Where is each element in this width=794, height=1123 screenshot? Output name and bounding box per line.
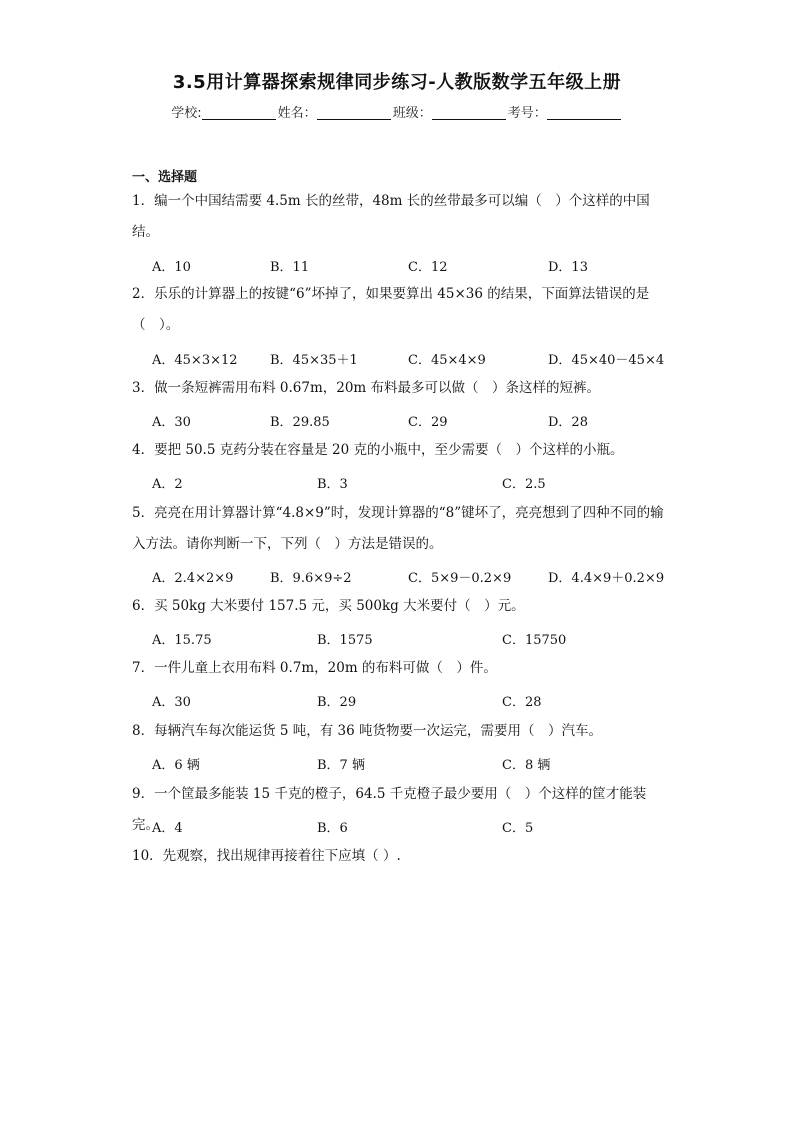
student-info-line (0, 102, 794, 121)
class-label: 班级： (392, 106, 432, 121)
question-5: 5．亮亮在用计算器计算“4.8×9”时，发现计算器的“8”键坏了，亮亮想到了四种不同的输入方法。请你判断一下，下列（ ）方法是错误的。 (132, 505, 664, 552)
option-d[interactable]: D．45×40－45×4 (548, 353, 665, 368)
name-label: 姓名： (277, 106, 317, 121)
name-blank[interactable] (317, 105, 391, 120)
question-9: 9．一个筐最多能装 15 千克的橙子，64.5 千克橙子最少要用（ ）个这样的筐才能装完。 (132, 786, 647, 833)
option-a[interactable]: A．4 (152, 821, 183, 836)
option-b[interactable]: B．7 辆 (317, 758, 365, 773)
option-a[interactable]: A．30 (152, 695, 191, 710)
exam-no-blank[interactable] (547, 105, 621, 120)
question-2: 2．乐乐的计算器上的按键“6”坏掉了，如果要算出 45×36 的结果，下面算法错误的是（ ）。 (132, 286, 650, 333)
option-d[interactable]: D．4.4×9＋0.2×9 (548, 571, 665, 586)
option-b[interactable]: B．1575 (317, 633, 373, 648)
option-a[interactable]: A．45×3×12 (152, 353, 238, 368)
option-b[interactable]: B．3 (317, 477, 348, 492)
option-d[interactable]: D．13 (548, 260, 588, 275)
question-10: 10．先观察，找出规律再接着往下应填（ ）. (132, 848, 401, 864)
option-a[interactable]: A．15.75 (152, 633, 212, 648)
page-title: 3.5用计算器探索规律同步练习-人教版数学五年级上册 (172, 72, 622, 93)
option-a[interactable]: A．30 (152, 415, 191, 430)
question-8: 8．每辆汽车每次能运货 5 吨，有 36 吨货物要一次运完，需要用（ ）汽车。 (132, 723, 603, 739)
section-heading: 一、选择题 (132, 170, 198, 185)
option-c[interactable]: C．8 辆 (502, 758, 551, 773)
option-b[interactable]: B．9.6×9÷2 (270, 571, 352, 586)
exam-no-label: 考号： (507, 106, 547, 121)
option-b[interactable]: B．45×35＋1 (270, 353, 358, 368)
option-b[interactable]: B．11 (270, 260, 310, 275)
option-a[interactable]: A．6 辆 (152, 758, 200, 773)
option-b[interactable]: B．6 (317, 821, 348, 836)
question-6: 6．买 50kg 大米要付 157.5 元，买 500kg 大米要付（ ）元。 (132, 598, 525, 614)
option-c[interactable]: C．12 (408, 260, 448, 275)
option-c[interactable]: C．5 (502, 821, 534, 836)
option-c[interactable]: C．5×9－0.2×9 (408, 571, 512, 586)
question-1: 1．编一个中国结需要 4.5m 长的丝带，48m 长的丝带最多可以编（ ）个这样的中国结。 (132, 193, 650, 240)
option-c[interactable]: C．28 (502, 695, 542, 710)
option-d[interactable]: D．28 (548, 415, 588, 430)
question-3: 3．做一条短裤需用布料 0.67m，20m 布料最多可以做（ ）条这样的短裤。 (132, 380, 601, 396)
school-blank[interactable] (202, 105, 276, 120)
class-blank[interactable] (432, 105, 506, 120)
option-c[interactable]: C．2.5 (502, 477, 546, 492)
school-label: 学校: (171, 106, 202, 121)
option-a[interactable]: A．2 (152, 477, 183, 492)
option-c[interactable]: C．45×4×9 (408, 353, 486, 368)
option-c[interactable]: C．29 (408, 415, 448, 430)
option-b[interactable]: B．29.85 (270, 415, 330, 430)
option-c[interactable]: C．15750 (502, 633, 567, 648)
question-7: 7．一件儿童上衣用布料 0.7m，20m 的布料可做（ ）件。 (132, 660, 497, 676)
option-b[interactable]: B．29 (317, 695, 357, 710)
option-a[interactable]: A．2.4×2×9 (152, 571, 234, 586)
question-4: 4．要把 50.5 克药分装在容量是 20 克的小瓶中，至少需要（ ）个这样的小瓶。 (132, 442, 624, 458)
option-a[interactable]: A．10 (152, 260, 191, 275)
